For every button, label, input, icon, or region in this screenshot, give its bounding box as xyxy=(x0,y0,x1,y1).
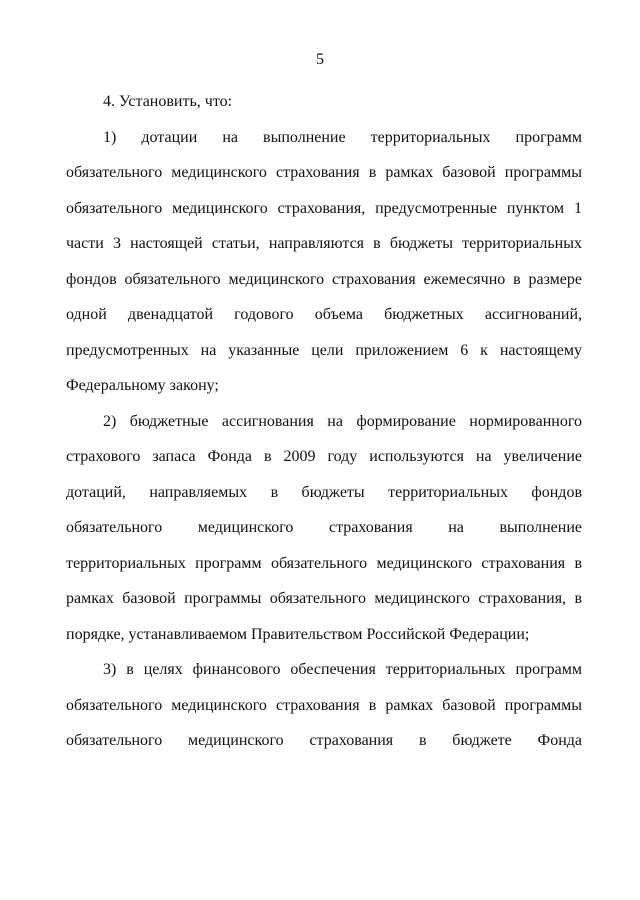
page-number: 5 xyxy=(316,51,324,68)
text-line: рамках базовой программы обязательного медицинского страхования, в xyxy=(66,590,582,607)
text-line: страхового запаса Фонда в 2009 году используются на увеличение xyxy=(66,448,582,465)
text-line: одной двенадцатой годового объема бюджетных ассигнований, xyxy=(66,306,582,323)
text-line: дотаций, направляемых в бюджеты территориальных фондов xyxy=(66,483,582,501)
text-line: территориальных программ обязательного медицинского страхования в xyxy=(66,554,582,572)
text-line: обязательного медицинского страхования в рамках базовой программы xyxy=(66,696,582,714)
text-line: части 3 настоящей статьи, направляются в бюджеты территориальных xyxy=(66,235,582,252)
text-line: Федеральному закону; xyxy=(66,377,219,394)
body-text xyxy=(66,84,582,759)
text-line: фондов обязательного медицинского страхования ежемесячно в размере xyxy=(66,270,582,288)
text-line: 1) дотации на выполнение территориальных программ xyxy=(103,128,582,146)
text-line: 2) бюджетные ассигнования на формирование нормированного xyxy=(103,412,582,430)
text-line: предусмотренных на указанные цели приложением 6 к настоящему xyxy=(66,341,582,359)
text-line: обязательного медицинского страхования, предусмотренные пунктом 1 xyxy=(66,199,582,217)
text-line: 3) в целях финансового обеспечения территориальных программ xyxy=(103,661,582,678)
text-line: обязательного медицинского страхования в рамках базовой программы xyxy=(66,164,582,181)
text-line: 4. Установить, что: xyxy=(103,93,233,110)
text-line: обязательного медицинского страхования на выполнение xyxy=(66,519,582,536)
text-line: порядке, устанавливаемом Правительством Российской Федерации; xyxy=(66,625,530,643)
text-line: обязательного медицинского страхования в бюджете Фонда xyxy=(66,732,582,749)
